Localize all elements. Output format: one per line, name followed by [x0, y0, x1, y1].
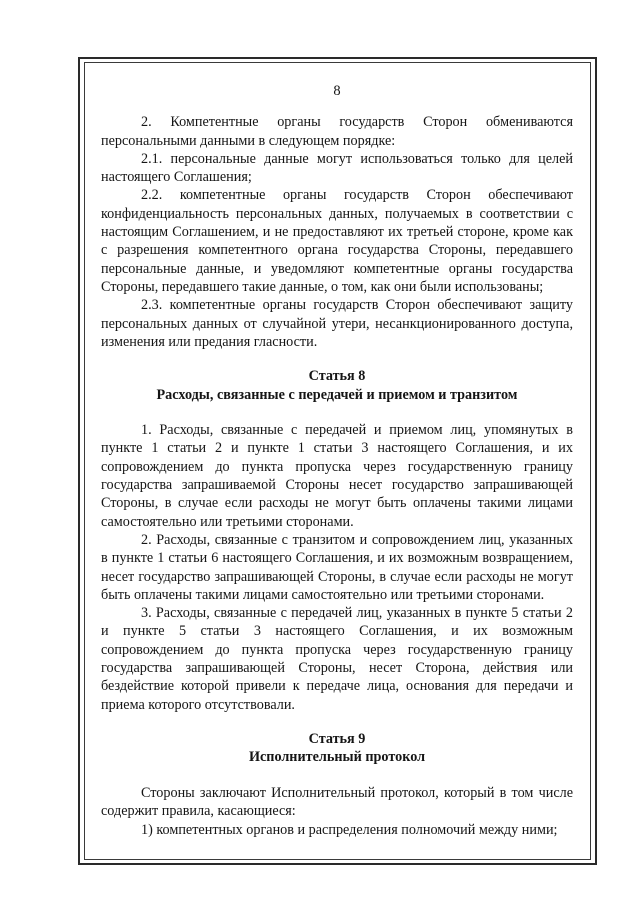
- article7-paragraph-2-3: 2.3. компетентные органы государств Сторон обеспечивают защиту персональных данных от случайной утери, несанкционированного доступа, изменения или предания гласности.: [101, 297, 573, 350]
- article7-paragraph-2-2: 2.2. компетентные органы государств Сторон обеспечивают конфиденциальность персональных данных, получаемых в соответствии с настоящим Соглашением, и не предоставляют их третьей стороне, кроме как с разрешения компетентного органа государства Стороны, передавшего персональные данные, и уведомляют компетентные органы государства Стороны, передавшего такие данные, о том, как они были использованы;: [101, 187, 573, 295]
- article8-paragraph-2: 2. Расходы, связанные с транзитом и сопровождением лиц, указанных в пункте 1 статьи 6 настоящего Соглашения, и их возможным возвращением, несет государство запрашивающей Стороны, в случае если расходы не могут быть оплачены такими лицами самостоятельно или третьими сторонами.: [101, 531, 573, 603]
- article7-paragraph-2-1: 2.1. персональные данные могут использоваться только для целей настоящего Соглашения;: [101, 150, 573, 186]
- document-body: [101, 82, 573, 839]
- article9-name: Исполнительный протокол: [248, 749, 426, 766]
- article8-paragraph-1: 1. Расходы, связанные с передачей и приемом лиц, упомянутых в пункте 1 статьи 2 и пункте 1 статьи 3 настоящего Соглашения, и их сопровождением до пункта пропуска через государственную границу государства запрашиваемой Стороны несет государство запрашивающей Стороны, в случае если расходы не могут быть оплачены такими лицами самостоятельно или третьими сторонами.: [101, 422, 573, 530]
- article8-title: Статья 8: [308, 368, 366, 385]
- article8-name: Расходы, связанные с передачей и приемом и транзитом: [156, 386, 518, 403]
- article9-item-1: 1) компетентных органов и распределения полномочий между ними;: [141, 821, 558, 838]
- article9-title: Статья 9: [308, 730, 366, 747]
- article8-heading: [101, 367, 573, 404]
- article7-paragraph-2: 2. Компетентные органы государств Сторон обмениваются персональными данными в следующем порядке:: [101, 114, 573, 149]
- page-number: 8: [333, 83, 341, 99]
- article8-paragraph-3: 3. Расходы, связанные с передачей лиц, указанных в пункте 5 статьи 2 и пункте 5 статьи 3 настоящего Соглашения, и их возможным сопровождением до пункта пропуска через государственную границу государства запрашивающей Стороны, несет Сторона, действия или бездействие которой привели к передаче лица, основания для передачи и приема которого отсутствовали.: [101, 605, 573, 713]
- article9-heading: [101, 730, 573, 767]
- article9-paragraph-1: Стороны заключают Исполнительный протокол, который в том числе содержит правила, касающиеся:: [101, 784, 573, 820]
